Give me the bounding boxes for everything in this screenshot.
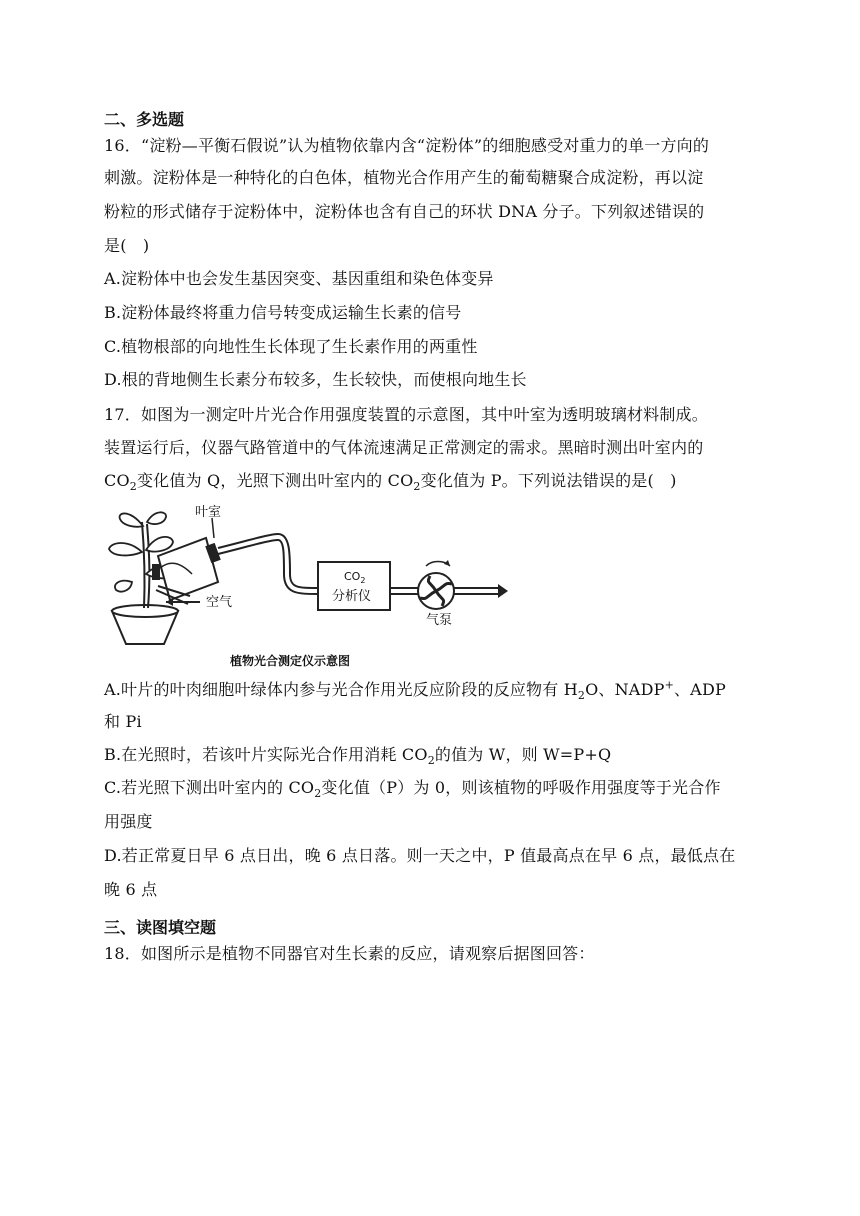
analyzer-label: 分析仪 (332, 589, 372, 604)
q17-option-a-line-1: A.叶片的叶肉细胞叶绿体内参与光合作用光反应阶段的反应物有 $H_2O$、NADP+、ADP (104, 678, 726, 703)
section-heading-fill-in: 三、读图填空题 (104, 918, 217, 937)
q18-stem-line-1: 18．如图所示是植物不同器官对生长素的反应，请观察后据图回答： (104, 944, 595, 963)
q17-option-b: B.在光照时，若该叶片实际光合作用消耗 $CO_2$的值为 W，则 W=P+Q (104, 745, 612, 768)
q17-stem-line-1: 17．如图为一测定叶片光合作用强度装置的示意图，其中叶室为透明玻璃材料制成。 (104, 405, 708, 424)
q16-stem-line-4: 是( ) (104, 236, 150, 255)
q17-stem-line-3: $CO_2$变化值为 Q，光照下测出叶室内的 $CO_2$变化值为 P。下列说法错误的是( ) (104, 471, 677, 494)
analyzer-co-label: CO (344, 570, 361, 583)
leaf-chamber-label: 叶室 (195, 505, 222, 520)
co2-analyzer-box (318, 562, 390, 610)
analyzer-sub-label: 2 (360, 576, 366, 585)
pump-label: 气泵 (426, 613, 453, 628)
q16-option-b: B.淀粉体最终将重力信号转变成运输生长素的信号 (104, 303, 462, 322)
air-pump-fan-icon (418, 560, 508, 609)
q16-option-d: D.根的背地侧生长素分布较多，生长较快，而使根向地生长 (104, 370, 527, 389)
q16-option-c: C.植物根部的向地性生长体现了生长素作用的两重性 (104, 337, 478, 356)
section-heading-multiple-choice: 二、多选题 (104, 110, 185, 129)
q17-option-d-line-1: D.若正常夏日早 6 点日出，晚 6 点日落。则一天之中，P 值最高点在早 6 点，最低点在 (104, 846, 736, 865)
q17-option-a-line-2: 和 Pi (104, 712, 142, 731)
q17-option-c-line-1: C.若光照下测出叶室内的 $CO_2$变化值（P）为 0，则该植物的呼吸作用强度等于光合作 (104, 778, 721, 801)
photosynthesis-apparatus-diagram (100, 504, 510, 674)
q17-option-c-line-2: 用强度 (104, 812, 153, 831)
q16-stem-line-1: 16．“淀粉—平衡石假说”认为植物依靠内含“淀粉体”的细胞感受对重力的单一方向的 (104, 136, 710, 155)
air-label: 空气 (206, 595, 233, 610)
q17-option-d-line-2: 晚 6 点 (104, 880, 158, 899)
q17-stem-line-2: 装置运行后，仪器气路管道中的气体流速满足正常测定的需求。黑暗时测出叶室内的 (104, 438, 704, 457)
q16-option-a: A.淀粉体中也会发生基因突变、基因重组和染色体变异 (104, 269, 494, 288)
figure-caption: 植物光合测定仪示意图 (230, 654, 351, 668)
q16-stem-line-2: 刺激。淀粉体是一种特化的白色体，植物光合作用产生的葡萄糖聚合成淀粉，再以淀 (104, 168, 704, 187)
q16-stem-line-3: 粉粒的形式储存于淀粉体中，淀粉体也含有自己的环状 DNA 分子。下列叙述错误的 (104, 202, 705, 221)
